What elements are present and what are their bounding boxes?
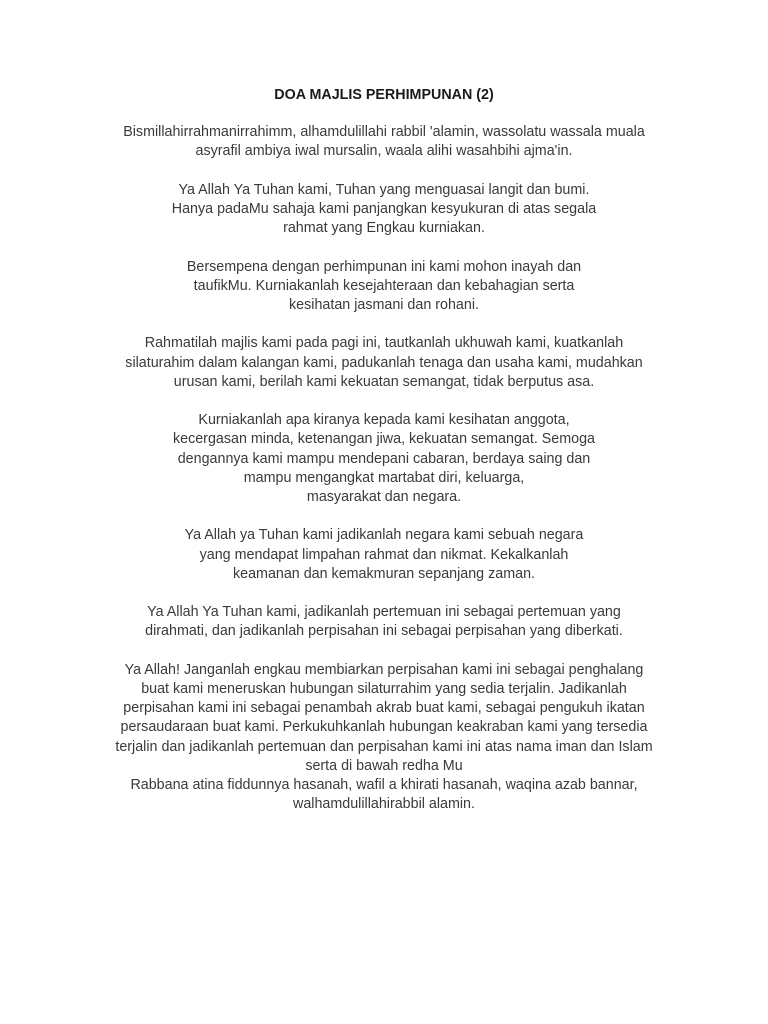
text-line: Ya Allah ya Tuhan kami jadikanlah negara kami sebuah negara [184,527,584,544]
paragraph-closing [60,661,708,815]
text-line: Bismillahirrahmanirrahimm, alhamdulillahi rabbil 'alamin, wassolatu wassala muala [123,124,645,141]
text-line: keamanan dan kemakmuran sepanjang zaman. [232,565,535,582]
text-line: taufikMu. Kurniakanlah kesejahteraan dan kebahagian serta [193,277,575,294]
text-line: serta di bawah redha Mu [305,757,463,774]
text-line: dengannya kami mampu mendepani cabaran, berdaya saing dan [177,450,591,467]
paragraph-nation [60,526,708,584]
text-line: Rabbana atina fiddunnya hasanah, wafil a khirati hasanah, waqina azab bannar, [130,777,638,793]
text-line: Bersempena dengan perhimpunan ini kami mohon inayah dan [186,258,582,275]
text-line: buat kami meneruskan hubungan silaturrahim yang sedia terjalin. Jadikanlah [141,680,627,697]
text-line: Rahmatilah majlis kami pada pagi ini, tautkanlah ukhuwah kami, kuatkanlah [144,335,624,352]
text-line: persaudaraan buat kami. Perkukuhkanlah hubungan keakraban kami yang tersedia [120,719,648,736]
text-line: Hanya padaMu sahaja kami panjangkan kesyukuran di atas segala [171,201,597,217]
paragraph-gratitude [60,181,708,239]
text-line: Ya Allah Ya Tuhan kami, Tuhan yang menguasai langit dan bumi. [178,181,590,198]
paragraph-opening [60,123,708,161]
paragraph-assembly [60,258,708,316]
text-line: yang mendapat limpahan rahmat dan nikmat. Kekalkanlah [199,546,569,563]
text-line: masyarakat dan negara. [306,489,462,505]
text-line: mampu mengangkat martabat diri, keluarga, [243,469,525,486]
text-line: asyrafil ambiya iwal mursalin, waala alihi wasahbihi ajma'in. [195,143,573,160]
text-line: Kurniakanlah apa kiranya kepada kami kesihatan anggota, [198,412,570,429]
text-line: terjalin dan jadikanlah pertemuan dan perpisahan kami ini atas nama iman dan Islam [115,738,653,755]
text-line: perpisahan kami ini sebagai penambah akrab buat kami, sebagai pengukuh ikatan [123,700,645,717]
text-line: rahmat yang Engkau kurniakan. [283,220,485,237]
text-line: kecergasan minda, ketenangan jiwa, kekuatan semangat. Semoga [172,431,596,448]
text-line: walhamdulillahirabbil alamin. [293,796,475,813]
text-line: Ya Allah! Janganlah engkau membiarkan perpisahan kami ini sebagai penghalang [124,661,644,678]
paragraph-blessing [60,334,708,392]
document-title: DOA MAJLIS PERHIMPUNAN (2) [274,87,494,103]
text-line: dirahmati, dan jadikanlah perpisahan ini sebagai perpisahan yang diberkati. [145,623,623,640]
text-line: silaturahim dalam kalangan kami, padukanlah tenaga dan usaha kami, mudahkan [125,354,643,371]
document-body [60,86,708,834]
text-line: Ya Allah Ya Tuhan kami, jadikanlah pertemuan ini sebagai pertemuan yang [147,604,621,621]
text-line: kesihatan jasmani dan rohani. [289,297,479,313]
paragraph-health [60,411,708,507]
text-line: urusan kami, berilah kami kekuatan semangat, tidak berputus asa. [173,373,595,390]
paragraph-meeting [60,603,708,641]
